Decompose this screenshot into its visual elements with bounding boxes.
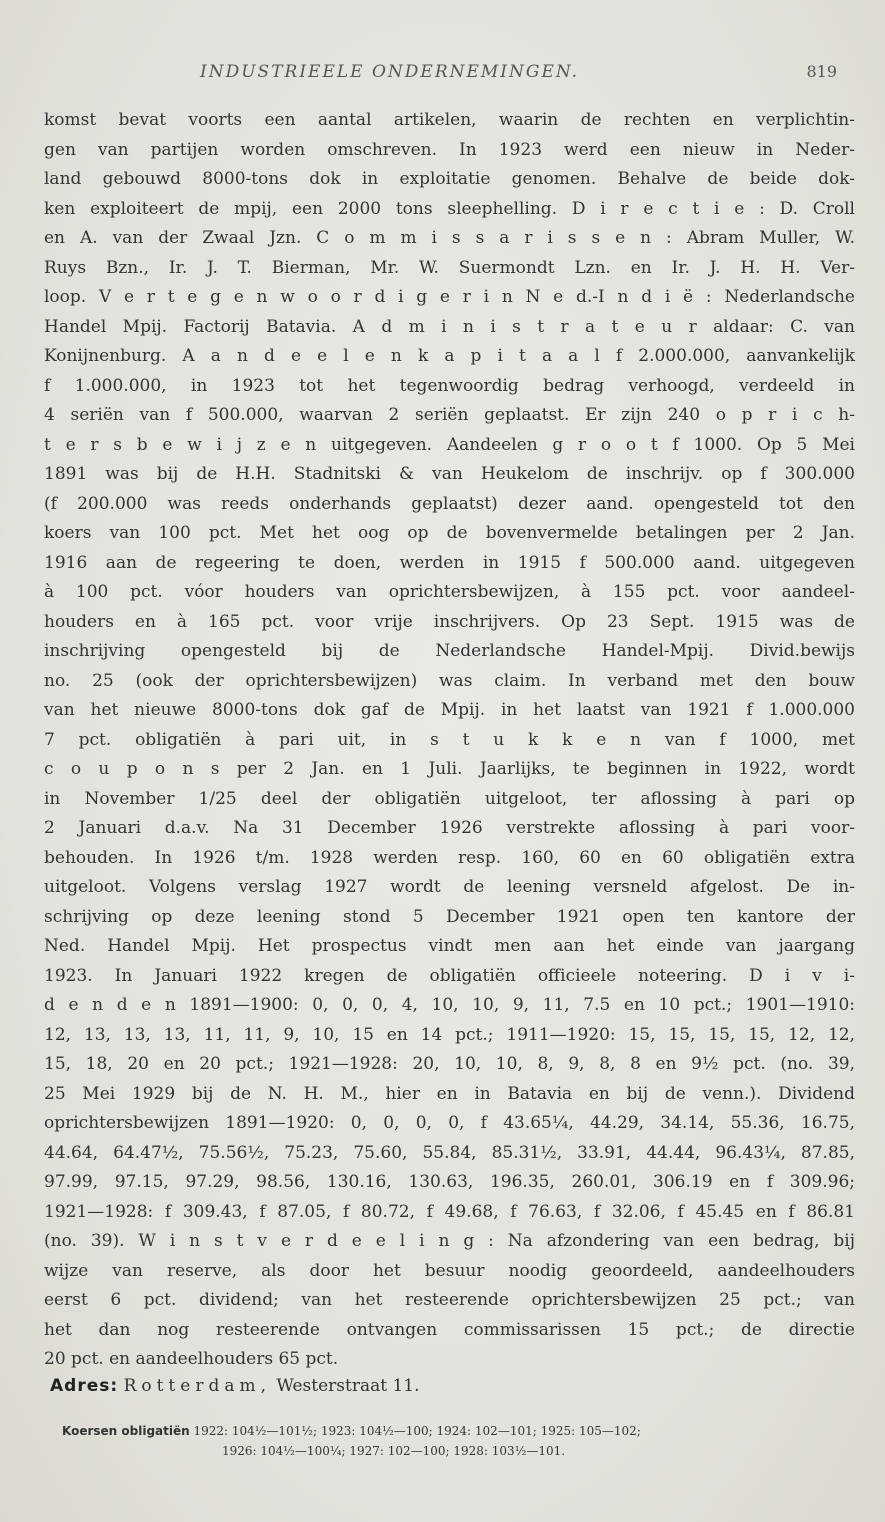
text-line-content: land gebouwd 8000-tons dok in exploitatie genomen. Behalve de beide dok-: [44, 169, 855, 189]
text-line: [0, 816, 885, 840]
text-line: [0, 610, 885, 634]
text-line: [0, 403, 885, 427]
text-line-content: koers van 100 pct. Met het oog op de bovenvermelde betalingen per 2 Jan.: [44, 523, 855, 543]
text-line-content: 20 pct. en aandeelhouders 65 pct.: [44, 1349, 339, 1369]
bond-prices-label: Koersen obligatiën: [62, 1424, 190, 1438]
running-title: INDUSTRIEELE ONDERNEMINGEN.: [200, 62, 580, 82]
address-city: Rotterdam,: [123, 1376, 271, 1396]
text-line: [0, 905, 885, 929]
text-line: [0, 1111, 885, 1135]
text-line-content: 15, 18, 20 en 20 pct.; 1921—1928: 20, 10, 10, 8, 9, 8, 8 en 9½ pct. (no. 39,: [44, 1054, 855, 1074]
text-line: [0, 374, 885, 398]
text-line: [0, 1229, 885, 1253]
text-line: [0, 285, 885, 309]
address-line: [50, 1376, 420, 1396]
text-line: [0, 1141, 885, 1165]
text-line-content: c o u p o n s per 2 Jan. en 1 Juli. Jaarlijks, te beginnen in 1922, wordt: [44, 759, 855, 779]
text-line: [0, 108, 885, 132]
text-line-content: behouden. In 1926 t/m. 1928 werden resp. 160, 60 en 60 obligatiën extra: [44, 847, 855, 868]
text-line: [0, 964, 885, 988]
text-line-content: 44.64, 64.47½, 75.56½, 75.23, 75.60, 55.84, 85.31½, 33.91, 44.44, 96.43¼, 87.85,: [44, 1142, 855, 1163]
text-line: [0, 1052, 885, 1076]
bond-prices-values-1: 1922: 104½—101½; 1923: 104½—100; 1924: 102—101; 1925: 105—102;: [193, 1424, 641, 1438]
text-line: [0, 344, 885, 368]
running-head: [0, 62, 885, 86]
text-line: [0, 698, 885, 722]
text-line-content: oprichtersbewijzen 1891—1920: 0, 0, 0, 0, f 43.65¼, 44.29, 34.14, 55.36, 16.75,: [44, 1113, 855, 1133]
text-line-content: houders en à 165 pct. voor vrije inschrijvers. Op 23 Sept. 1915 was de: [44, 611, 855, 632]
bond-prices-line-1: [62, 1420, 641, 1442]
text-line-content: uitgeloot. Volgens verslag 1927 wordt de leening versneld afgelost. De in-: [44, 877, 855, 897]
text-line-content: ken exploiteert de mpij, een 2000 tons sleephelling. D i r e c t i e : D. Croll: [44, 198, 855, 219]
text-line-content: Handel Mpij. Factorij Batavia. A d m i n i s t r a t e u r aldaar: C. van: [44, 316, 855, 337]
text-line-content: gen van partijen worden omschreven. In 1923 werd een nieuw in Neder-: [44, 139, 855, 160]
text-line: [0, 728, 885, 752]
text-line: [0, 669, 885, 693]
text-line-content: van het nieuwe 8000-tons dok gaf de Mpij. in het laatst van 1921 f 1.000.000: [44, 700, 855, 720]
text-line: [0, 1347, 885, 1371]
text-line: [0, 757, 885, 781]
text-line: [0, 875, 885, 899]
text-line-content: 1923. In Januari 1922 kregen de obligatiën officieele noteering. D i v i-: [44, 965, 855, 986]
text-line: [0, 551, 885, 575]
text-line-content: in November 1/25 deel der obligatiën uitgeloot, ter aflossing à pari op: [44, 788, 855, 809]
text-line-content: no. 25 (ook der oprichtersbewijzen) was claim. In verband met den bouw: [44, 670, 855, 691]
text-line: [0, 1288, 885, 1312]
text-line-content: d e n d e n 1891—1900: 0, 0, 0, 4, 10, 10, 9, 11, 7.5 en 10 pct.; 1901—1910:: [44, 995, 855, 1015]
text-line: [0, 1259, 885, 1283]
text-line: [0, 433, 885, 457]
text-line: [0, 315, 885, 339]
text-line: [0, 138, 885, 162]
text-line-content: Ruys Bzn., Ir. J. T. Bierman, Mr. W. Suermondt Lzn. en Ir. J. H. H. Ver-: [44, 257, 855, 278]
text-line-content: 25 Mei 1929 bij de N. H. M., hier en in Batavia en bij de venn.). Dividend: [44, 1083, 855, 1104]
text-line: [0, 993, 885, 1017]
text-line-content: 2 Januari d.a.v. Na 31 December 1926 verstrekte aflossing à pari voor-: [44, 818, 855, 838]
text-line: [0, 492, 885, 516]
text-line-content: en A. van der Zwaal Jzn. C o m m i s s a r i s s e n : Abram Muller, W.: [44, 228, 855, 248]
text-line: [0, 167, 885, 191]
text-line-content: f 1.000.000, in 1923 tot het tegenwoordig bedrag verhoogd, verdeeld in: [44, 375, 855, 396]
text-line-content: 4 seriën van f 500.000, waarvan 2 seriën geplaatst. Er zijn 240 o p r i c h-: [44, 405, 855, 425]
text-line: [0, 787, 885, 811]
text-line-content: wijze van reserve, als door het besuur noodig geoordeeld, aandeelhouders: [44, 1260, 855, 1281]
text-line: [0, 1082, 885, 1106]
text-line: [0, 1170, 885, 1194]
text-line-content: t e r s b e w i j z e n uitgegeven. Aandeelen g r o o t f 1000. Op 5 Mei: [44, 434, 855, 455]
text-line-content: 1916 aan de regeering te doen, werden in 1915 f 500.000 aand. uitgegeven: [44, 552, 855, 573]
text-line-content: (f 200.000 was reeds onderhands geplaatst) dezer aand. opengesteld tot den: [44, 493, 855, 514]
text-line: [0, 1318, 885, 1342]
text-line: [0, 934, 885, 958]
address-street: Westerstraat 11.: [276, 1376, 420, 1396]
text-line-content: 12, 13, 13, 13, 11, 11, 9, 10, 15 en 14 pct.; 1911—1920: 15, 15, 15, 15, 12, 12,: [44, 1024, 855, 1045]
text-line: [0, 226, 885, 250]
text-line-content: Ned. Handel Mpij. Het prospectus vindt men aan het einde van jaargang: [44, 936, 855, 956]
text-line-content: inschrijving opengesteld bij de Nederlandsche Handel-Mpij. Divid.bewijs: [44, 641, 855, 661]
text-line-content: komst bevat voorts een aantal artikelen, waarin de rechten en verplichtin-: [44, 110, 855, 130]
text-line: [0, 462, 885, 486]
text-line-content: 97.99, 97.15, 97.29, 98.56, 130.16, 130.63, 196.35, 260.01, 306.19 en f 309.96;: [44, 1172, 855, 1192]
text-line-content: eerst 6 pct. dividend; van het resteerende oprichtersbewijzen 25 pct.; van: [44, 1290, 855, 1310]
text-line-content: Konijnenburg. A a n d e e l e n k a p i t a a l f 2.000.000, aanvankelijk: [44, 346, 855, 366]
text-line-content: 1891 was bij de H.H. Stadnitski & van Heukelom de inschrijv. op f 300.000: [44, 464, 855, 484]
text-line-content: schrijving op deze leening stond 5 December 1921 open ten kantore der: [44, 906, 855, 927]
address-label: Adres:: [50, 1376, 119, 1396]
text-line-content: 7 pct. obligatiën à pari uit, in s t u k k e n van f 1000, met: [44, 729, 855, 750]
text-line: [0, 521, 885, 545]
bond-prices-line-2: 1926: 104½—100¼; 1927: 102—100; 1928: 103½—101.: [222, 1444, 566, 1458]
text-line: [0, 639, 885, 663]
text-line-content: loop. V e r t e g e n w o o r d i g e r i n N e d.-I n d i ë : Nederlandsche: [44, 287, 855, 307]
text-line: [0, 256, 885, 280]
text-line-content: (no. 39). W i n s t v e r d e e l i n g : Na afzondering van een bedrag, bij: [44, 1231, 855, 1251]
text-line-content: à 100 pct. vóor houders van oprichtersbewijzen, à 155 pct. voor aandeel-: [44, 582, 855, 602]
text-line: [0, 197, 885, 221]
text-line: [0, 580, 885, 604]
text-line-content: het dan nog resteerende ontvangen commissarissen 15 pct.; de directie: [44, 1319, 855, 1340]
text-line-content: 1921—1928: f 309.43, f 87.05, f 80.72, f 49.68, f 76.63, f 32.06, f 45.45 en f 86.81: [44, 1201, 855, 1222]
text-line: [0, 1023, 885, 1047]
text-line: [0, 1200, 885, 1224]
text-line: [0, 846, 885, 870]
page-number: 819: [806, 62, 837, 81]
